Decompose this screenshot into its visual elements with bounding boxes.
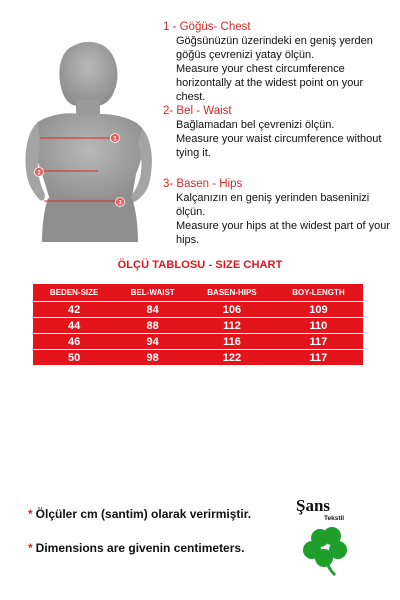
body-silhouette-figure — [18, 30, 160, 245]
table-cell: 117 — [274, 350, 363, 366]
table-cell: 44 — [33, 318, 115, 334]
table-cell: 98 — [115, 350, 190, 366]
column-header: BASEN-HIPS — [207, 288, 257, 297]
silhouette-illustration — [18, 30, 160, 245]
asterisk-icon: * — [28, 541, 33, 555]
table-cell: 94 — [115, 334, 190, 350]
waist-instruction — [163, 104, 395, 160]
note-units-en-text: Dimensions are givenin centimeters. — [35, 541, 245, 555]
size-chart-title: ÖLÇÜ TABLOSU - SIZE CHART — [117, 259, 283, 271]
hips-marker — [116, 198, 125, 207]
chest-heading: 1 - Göğüs- Chest — [163, 21, 251, 33]
chest-marker — [111, 134, 120, 143]
clover-icon — [298, 522, 358, 582]
brand-logo — [296, 496, 356, 576]
column-header: BEDEN-SIZE — [49, 288, 99, 297]
svg-text:3: 3 — [118, 200, 122, 207]
size-chart-header-row — [33, 284, 363, 302]
note-units-en — [28, 541, 244, 555]
table-cell: 106 — [190, 302, 274, 318]
chest-instruction — [163, 20, 395, 104]
chest-text-en: Measure your chest circumference horizontally at the widest point on your chest. — [176, 63, 364, 103]
chest-text-tr: Göğsünüzün üzerindeki en geniş yerden göğüs çevrenizi yatay ölçün. — [176, 35, 373, 61]
hips-heading: 3- Basen - Hips — [163, 178, 243, 190]
size-chart-table — [33, 284, 363, 365]
table-cell: 84 — [115, 302, 190, 318]
column-header: BOY-LENGTH — [292, 288, 345, 297]
table-row — [33, 350, 363, 366]
table-cell: 122 — [190, 350, 274, 366]
column-header: BEL-WAIST — [130, 288, 175, 297]
table-cell: 46 — [33, 334, 115, 350]
table-row — [33, 318, 363, 334]
hips-instruction — [163, 177, 395, 247]
table-row — [33, 334, 363, 350]
hips-text-tr: Kalçanızın en geniş yerinden baseninizi ölçün. — [176, 192, 370, 218]
brand-sub: Tekstil — [324, 515, 345, 522]
table-cell: 42 — [33, 302, 115, 318]
table-cell: 109 — [274, 302, 363, 318]
svg-text:1: 1 — [113, 136, 117, 143]
table-row — [33, 302, 363, 318]
table-cell: 50 — [33, 350, 115, 366]
waist-text-tr: Bağlamadan bel çevrenizi ölçün. — [176, 119, 335, 131]
note-units-tr — [28, 507, 251, 521]
table-cell: 116 — [190, 334, 274, 350]
table-cell: 117 — [274, 334, 363, 350]
svg-text:2: 2 — [37, 170, 41, 177]
hips-text-en: Measure your hips at the widest part of your hips. — [176, 220, 390, 246]
waist-marker — [35, 168, 44, 177]
waist-text-en: Measure your waist circumference without tying it. — [176, 133, 382, 159]
asterisk-icon: * — [28, 507, 33, 521]
brand-name: Şans — [296, 496, 331, 515]
note-units-tr-text: Ölçüler cm (santim) olarak verirmiştir. — [35, 507, 252, 521]
table-cell: 88 — [115, 318, 190, 334]
table-cell: 110 — [274, 318, 363, 334]
waist-heading: 2- Bel - Waist — [163, 105, 232, 117]
table-cell: 112 — [190, 318, 274, 334]
